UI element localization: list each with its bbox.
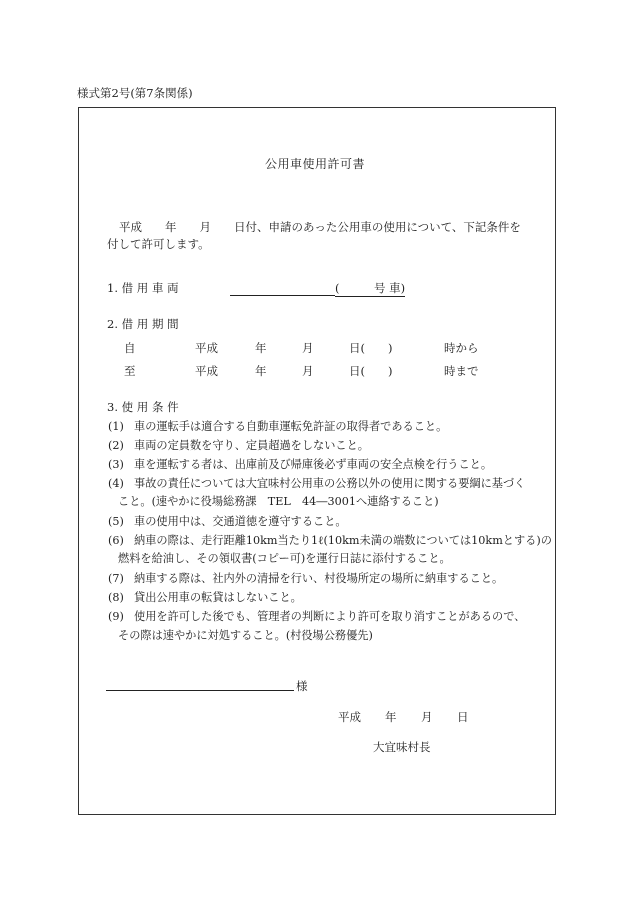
- condition-item: (5) 車の使用中は、交通道徳を遵守すること。: [108, 515, 347, 528]
- from-era: 平成: [195, 341, 218, 355]
- condition-item: (7) 納車する際は、社内外の清掃を行い、村役場所定の場所に納車すること。: [108, 572, 504, 585]
- to-era: 平成: [195, 364, 218, 378]
- condition-item: (9) 使用を許可した後でも、管理者の判断により許可を取り消すことがあるので、: [108, 610, 526, 623]
- document-title: 公用車使用許可書: [264, 157, 365, 171]
- issue-day: 日: [457, 710, 469, 724]
- section-vehicle-heading: 1. 借 用 車 両: [107, 281, 179, 295]
- from-month: 月: [302, 341, 314, 355]
- from-label: 自: [124, 341, 136, 355]
- intro-line-2: 付して許可します。: [107, 237, 210, 251]
- condition-item: (1) 車の運転手は適合する自動車運転免許証の取得者であること。: [108, 420, 448, 433]
- issue-era: 平成: [338, 710, 361, 724]
- condition-item-continuation: 燃料を給油し、その領収書(コピー可)を運行日誌に添付すること。: [118, 552, 451, 565]
- condition-item: (2) 車両の定員数を守り、定員超過をしないこと。: [108, 439, 369, 452]
- vehicle-blank-line: [230, 281, 335, 296]
- condition-item: (8) 貸出公用車の転貸はしないこと。: [108, 591, 302, 604]
- to-year: 年: [255, 364, 267, 378]
- to-month: 月: [302, 364, 314, 378]
- condition-item-continuation: こと。(速やかに役場総務課 TEL 44―3001へ連絡すること): [118, 495, 439, 508]
- from-time: 時から: [444, 341, 479, 355]
- from-year: 年: [255, 341, 267, 355]
- section-period-heading: 2. 借 用 期 間: [107, 317, 179, 331]
- form-number: 様式第2号(第7条関係): [77, 86, 193, 100]
- intro-line-1: 平成 年 月 日付、申請のあった公用車の使用について、下記条件を: [119, 220, 521, 234]
- addressee-suffix: 様: [296, 679, 308, 693]
- to-time: 時まで: [444, 364, 479, 378]
- issue-month: 月: [421, 710, 433, 724]
- condition-item: (3) 車を運転する者は、出庫前及び帰庫後必ず車両の安全点検を行うこと。: [108, 458, 493, 471]
- condition-item: (6) 納車の際は、走行距離10km当たり1ℓ(10km未満の端数については10kmとする)の: [108, 534, 552, 547]
- section-conditions-heading: 3. 使 用 条 件: [107, 400, 179, 414]
- to-day: 日( ): [349, 364, 393, 378]
- vehicle-number-value: ( 号 車): [335, 281, 406, 295]
- intro-paragraph: [107, 219, 521, 253]
- vehicle-field: [230, 280, 405, 297]
- condition-item-continuation: その際は速やかに対処すること。(村役場公務優先): [118, 629, 373, 642]
- issue-year: 年: [385, 710, 397, 724]
- to-label: 至: [124, 364, 136, 378]
- from-day: 日( ): [349, 341, 393, 355]
- addressee-line: [106, 690, 294, 691]
- issuer-name: 大宜味村長: [373, 740, 431, 754]
- condition-item: (4) 事故の責任については大宜味村公用車の公務以外の使用に関する要綱に基づく: [108, 477, 526, 490]
